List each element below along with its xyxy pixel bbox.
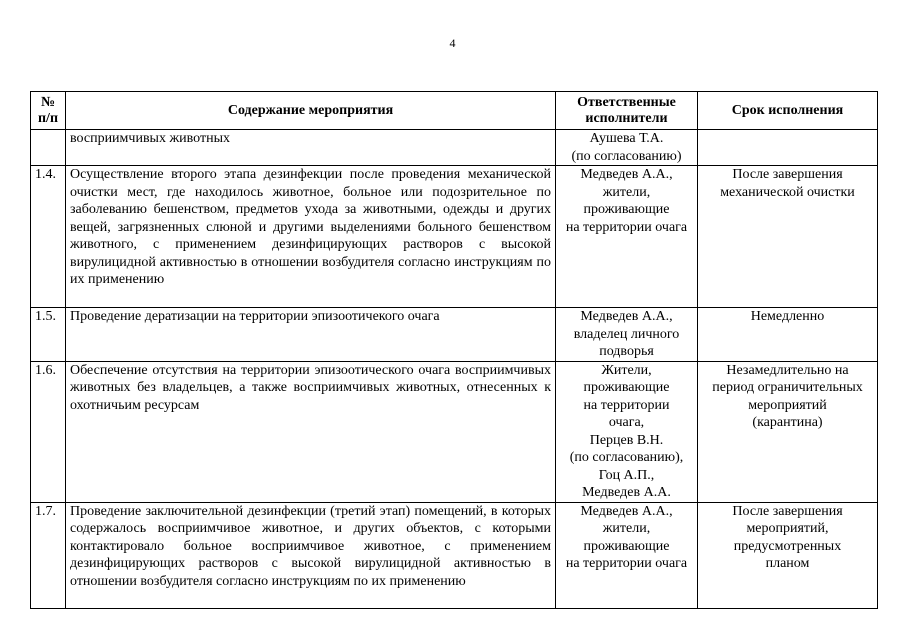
term-line: предусмотренных — [733, 538, 842, 554]
responsible-line: на территории очага — [565, 556, 688, 571]
term-line: период ограничительных — [712, 380, 863, 395]
responsible-line: жители, — [602, 184, 651, 200]
table-row-continuation — [31, 130, 878, 166]
table-row-1-4 — [31, 166, 878, 308]
term-line: (карантина) — [752, 415, 823, 430]
row-term — [698, 361, 878, 502]
table-row-1-7 — [31, 502, 878, 608]
term-line: планом — [765, 556, 810, 571]
table-header-row — [31, 92, 878, 130]
row-content: Обеспечение отсутствия на территории эпизоотического очага восприимчивых животных без владельцев, а также восприимчивых животных, отнесенных к охотничьим ресурсам — [66, 361, 556, 502]
term-line: механической очистки — [720, 184, 855, 200]
row-number — [31, 130, 66, 166]
row-responsible — [556, 361, 698, 502]
term-line: После завершения — [732, 503, 843, 519]
term-line: Незамедлительно на — [726, 362, 849, 378]
responsible-line: подворья — [599, 344, 654, 359]
table-row-1-5 — [31, 308, 878, 362]
responsible-line: Медведев А.А. — [582, 485, 671, 500]
row-number: 1.4. — [31, 166, 66, 308]
responsible-line: на территории — [583, 397, 670, 413]
responsible-line: Медведев А.А., — [580, 167, 673, 182]
term-line: мероприятий — [748, 397, 827, 413]
responsible-line: владелец личного — [573, 326, 680, 342]
responsible-line: очага, — [608, 415, 645, 430]
row-content: Проведение заключительной дезинфекции (третий этап) помещений, в которых содержалось восприимчивое животное, и других объектов, с которыми контактировало больное восприимчивое животное, с применением дезинфицирующих растворов с высокой вирулицидной активностью в отношении возбудителя согласно инструкциям по их применению — [66, 502, 556, 608]
table-row-1-6 — [31, 361, 878, 502]
responsible-line: Гоц А.П., — [598, 467, 655, 483]
row-term — [698, 130, 878, 166]
row-term — [698, 308, 878, 362]
measures-table — [30, 91, 878, 609]
term-line: После завершения — [732, 167, 843, 182]
page-number: 4 — [449, 36, 456, 50]
responsible-line: жители, — [602, 521, 651, 536]
responsible-line: (по согласованию) — [571, 148, 682, 164]
responsible-line: проживающие — [583, 538, 670, 554]
term-line: мероприятий, — [746, 521, 829, 536]
responsible-line: Аушева Т.А. — [589, 131, 664, 146]
header-content: Содержание мероприятия — [66, 92, 556, 130]
row-number: 1.6. — [31, 361, 66, 502]
header-term: Срок исполнения — [698, 92, 878, 130]
responsible-line: (по согласованию), — [569, 450, 684, 465]
row-content: Проведение дератизации на территории эпизоотичекого очага — [66, 308, 556, 362]
row-responsible — [556, 502, 698, 608]
row-responsible — [556, 166, 698, 308]
row-term — [698, 166, 878, 308]
row-responsible — [556, 308, 698, 362]
row-number: 1.5. — [31, 308, 66, 362]
row-content: Осуществление второго этапа дезинфекции после проведения механической очистки мест, где находилось животное, больное или подозрительное по заболеванию бешенством, предметов ухода за животными, одежды и других вещей, загрязненных слюной и другими выделениями больного бешенством животного, с применением дезинфицирующих растворов с высокой вирулицидной активностью в отношении возбудителя согласно инструкциям по их применению — [66, 166, 556, 308]
row-number: 1.7. — [31, 502, 66, 608]
header-responsible: Ответственные исполнители — [556, 92, 698, 130]
header-number: № п/п — [31, 92, 66, 130]
responsible-line: Жители, — [601, 362, 652, 378]
responsible-line: проживающие — [583, 380, 670, 395]
row-responsible — [556, 130, 698, 166]
responsible-line: проживающие — [583, 202, 670, 217]
row-term — [698, 502, 878, 608]
row-content: восприимчивых животных — [66, 130, 556, 166]
responsible-line: Медведев А.А., — [580, 503, 673, 519]
responsible-line: на территории очага — [565, 219, 688, 235]
term-line: Немедленно — [750, 309, 825, 324]
responsible-line: Медведев А.А., — [580, 309, 673, 324]
responsible-line: Перцев В.Н. — [589, 432, 664, 448]
